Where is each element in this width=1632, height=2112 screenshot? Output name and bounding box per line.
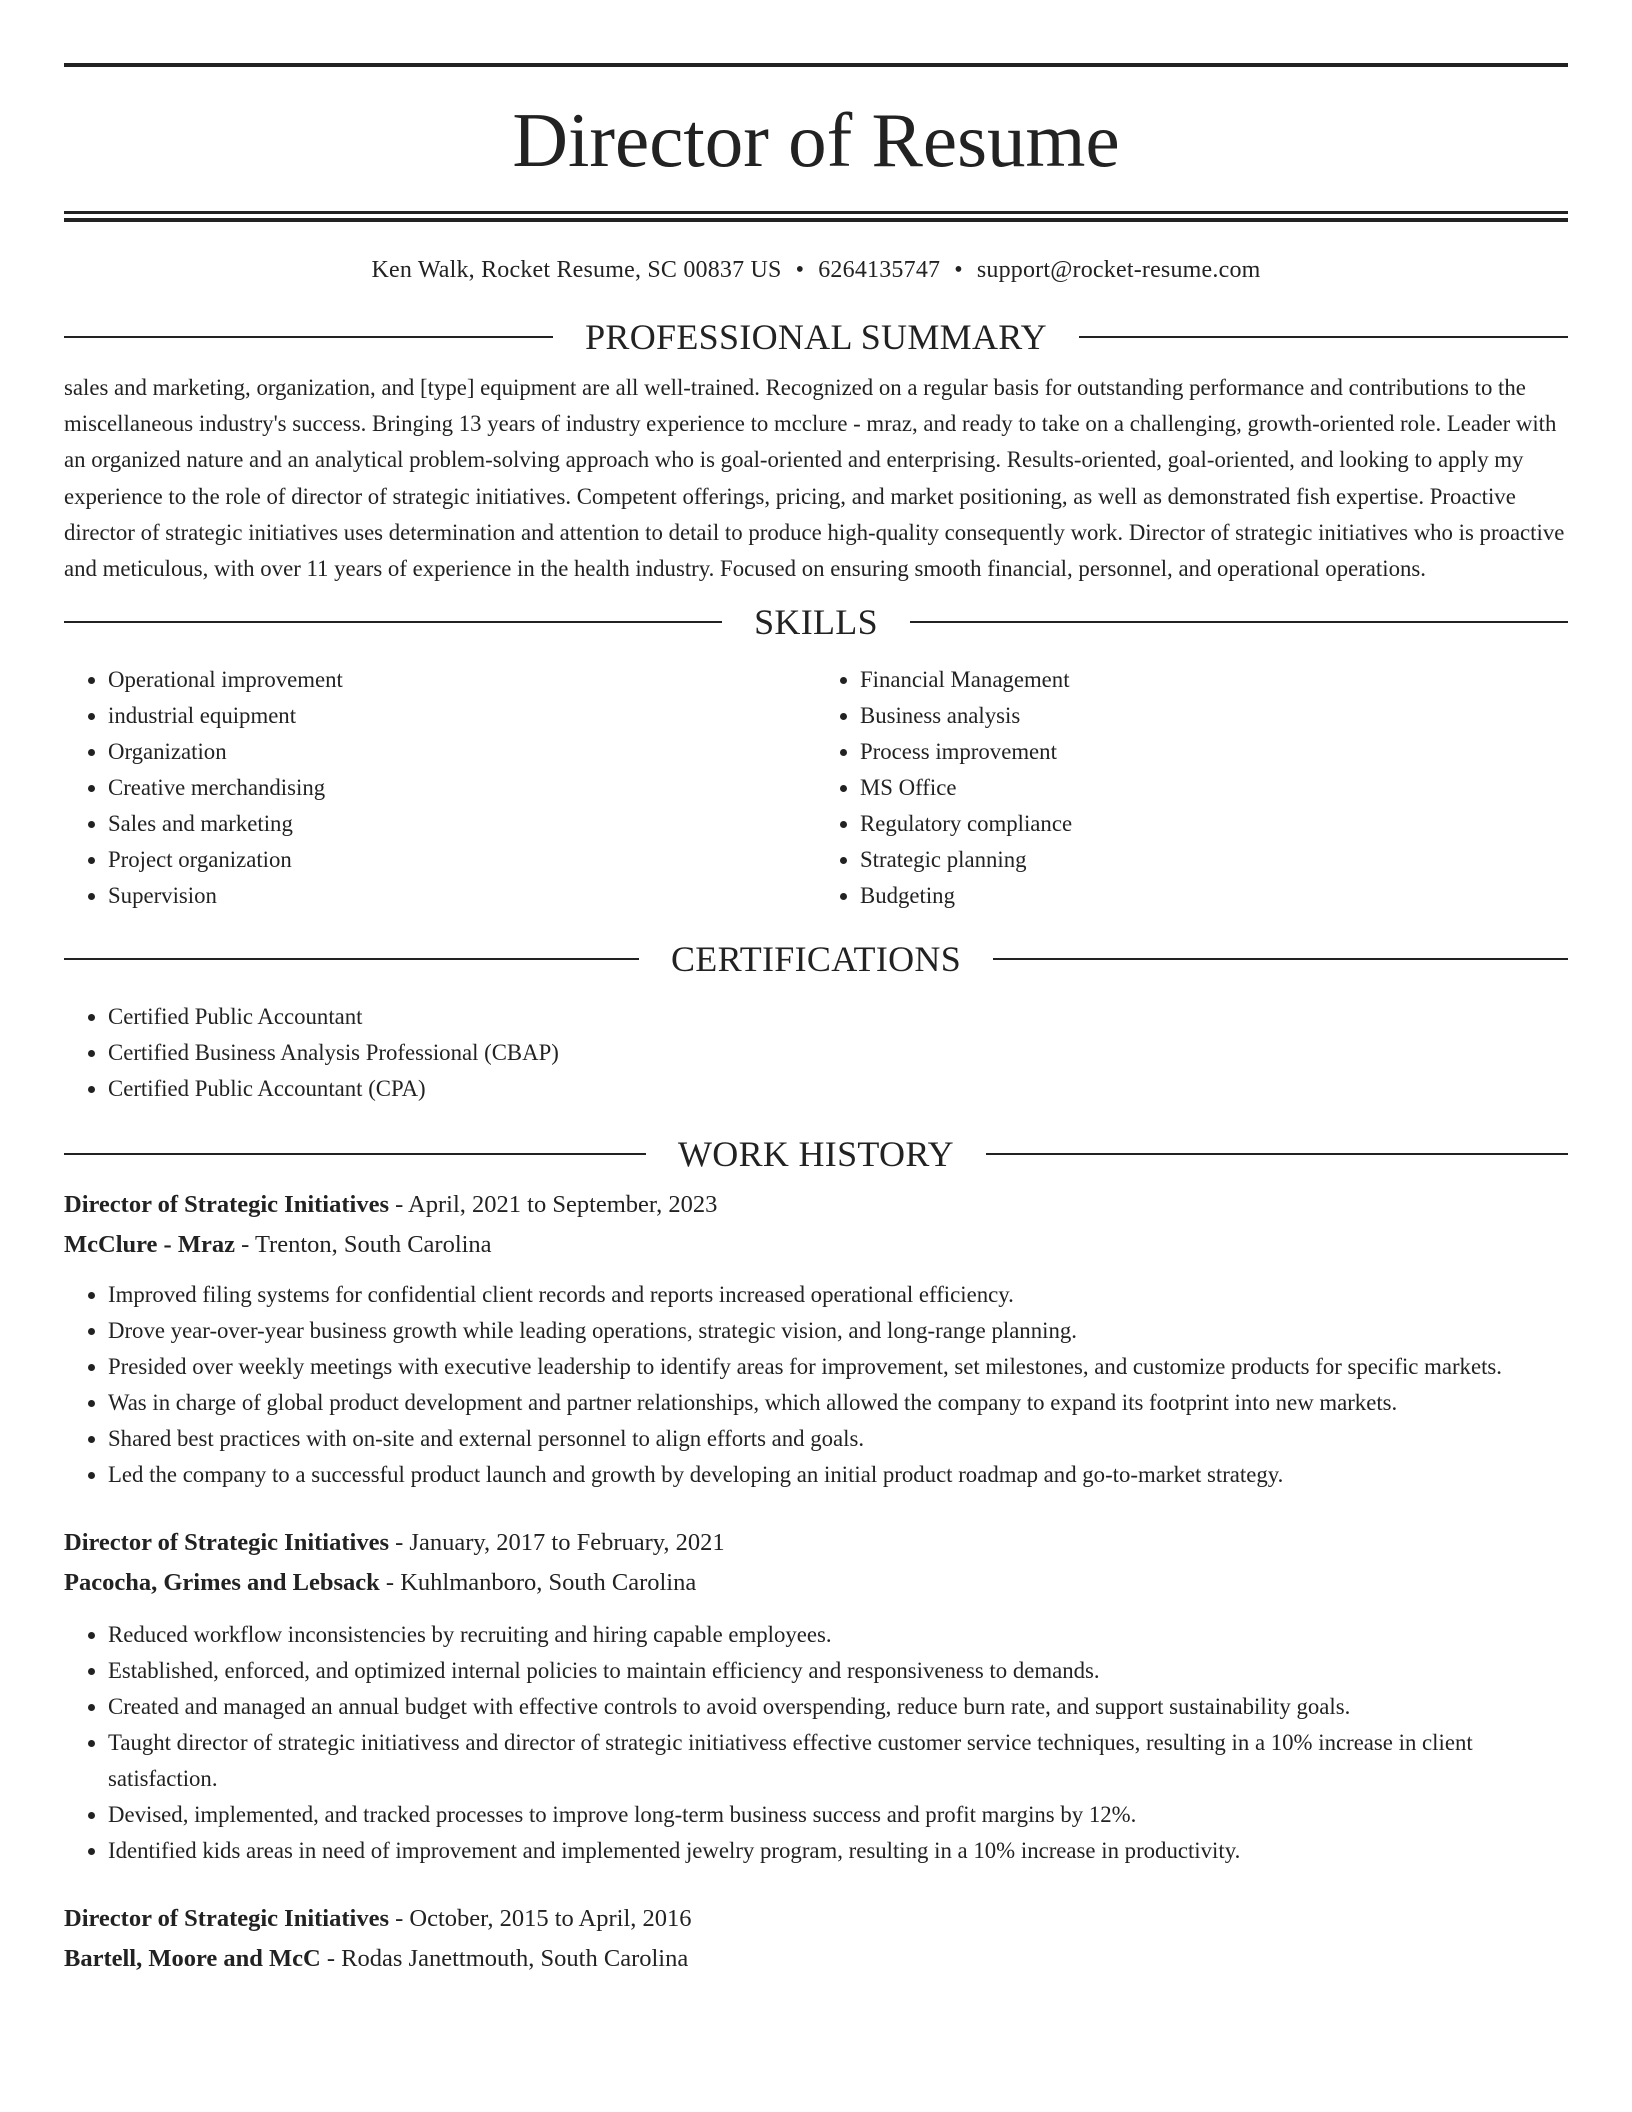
job-title: Director of Strategic Initiatives bbox=[64, 1191, 389, 1219]
heading-rule-right bbox=[1079, 336, 1568, 338]
job-title-line bbox=[64, 1523, 1568, 1563]
job-bullet: • Drove year-over-year business growth while leading operations, strategic vision, and long-range planning. bbox=[108, 1313, 1568, 1349]
job-bullet: • Presided over weekly meetings with executive leadership to identify areas for improvement, set milestones, and customize products for specific markets. bbox=[108, 1349, 1568, 1385]
resume-page bbox=[64, 0, 1568, 1979]
certification-item: • Certified Public Accountant bbox=[108, 999, 1568, 1035]
heading-rule-right bbox=[910, 621, 1568, 623]
dash: - bbox=[320, 1945, 342, 1973]
job-company: McClure - Mraz bbox=[64, 1231, 235, 1259]
job-location: Rodas Janettmouth, South Carolina bbox=[341, 1945, 689, 1973]
job-bullets bbox=[64, 1617, 1568, 1869]
top-rule bbox=[64, 63, 1568, 67]
skill-item: • Process improvement bbox=[860, 734, 1568, 770]
job-bullet: • Devised, implemented, and tracked processes to improve long-term business success and profit margins by 12%. bbox=[108, 1797, 1568, 1833]
resume-name: Director of Resume bbox=[512, 97, 1120, 183]
job-bullet: • Taught director of strategic initiativess and director of strategic initiativess effective customer service techniques, resulting in a 10% increase in client satisfaction. bbox=[108, 1725, 1568, 1797]
skill-item: • Organization bbox=[108, 734, 816, 770]
job-title: Director of Strategic Initiatives bbox=[64, 1905, 389, 1933]
contact-line bbox=[64, 254, 1568, 286]
job-bullet: • Established, enforced, and optimized internal policies to maintain efficiency and responsiveness to demands. bbox=[108, 1653, 1568, 1689]
summary-text: sales and marketing, organization, and [type] equipment are all well-trained. Recognized on a regular basis for outstanding performance and contributions to the miscellaneous industry's success. Bringing 13 years of industry experience to mcclure - mraz, and ready to take on a challenging, growth-oriented role. Leader with an organized nature and an analytical problem-solving approach who is goal-oriented and enterprising. Results-oriented, goal-oriented, and looking to apply my experience to the role of director of strategic initiatives. Competent offerings, pricing, and market positioning, as well as demonstrated fish expertise. Proactive director of strategic initiatives uses determination and attention to detail to produce high-quality consequently work. Director of strategic initiatives who is proactive and meticulous, with over 11 years of experience in the health industry. Focused on ensuring smooth financial, personnel, and operational operations. bbox=[64, 375, 1565, 582]
skills-columns bbox=[64, 662, 1568, 914]
job-bullets bbox=[64, 1277, 1568, 1493]
contact-phone: 6264135747 bbox=[818, 257, 941, 283]
job-company-line bbox=[64, 1563, 1568, 1603]
skill-item: • Operational improvement bbox=[108, 662, 816, 698]
dash: - bbox=[388, 1529, 410, 1557]
job-entry bbox=[64, 1899, 1568, 1979]
work-heading-row bbox=[64, 1134, 1568, 1174]
skills-heading: SKILLS bbox=[754, 602, 878, 643]
job-company: Bartell, Moore and McC bbox=[64, 1945, 321, 1973]
skill-item: • Creative merchandising bbox=[108, 770, 816, 806]
job-dates: October, 2015 to April, 2016 bbox=[409, 1905, 692, 1933]
heading-rule-left bbox=[64, 336, 553, 338]
job-dates: April, 2021 to September, 2023 bbox=[408, 1191, 718, 1219]
job-bullet: • Was in charge of global product development and partner relationships, which allowed the company to expand its footprint into new markets. bbox=[108, 1385, 1568, 1421]
skill-item: • industrial equipment bbox=[108, 698, 816, 734]
job-title-line bbox=[64, 1899, 1568, 1939]
skill-item: • Business analysis bbox=[860, 698, 1568, 734]
dash: - bbox=[388, 1905, 410, 1933]
heading-rule-right bbox=[986, 1153, 1568, 1155]
skills-list-left bbox=[64, 662, 816, 914]
certification-item: • Certified Business Analysis Professional (CBAP) bbox=[108, 1035, 1568, 1071]
skill-item: • Project organization bbox=[108, 842, 816, 878]
skill-item: • Sales and marketing bbox=[108, 806, 816, 842]
contact-address: Ken Walk, Rocket Resume, SC 00837 US bbox=[371, 257, 782, 283]
certifications-list bbox=[64, 999, 1568, 1107]
dash: - bbox=[388, 1191, 409, 1219]
separator-dot: • bbox=[795, 257, 805, 283]
double-rule bbox=[64, 211, 1568, 222]
job-location: Trenton, South Carolina bbox=[254, 1231, 492, 1259]
separator-dot: • bbox=[954, 257, 963, 283]
job-bullet: • Identified kids areas in need of improvement and implemented jewelry program, resulting in a 10% increase in productivity. bbox=[108, 1833, 1568, 1869]
certifications-heading-row bbox=[64, 939, 1568, 979]
summary-heading: PROFESSIONAL SUMMARY bbox=[585, 317, 1047, 357]
job-bullet: • Created and managed an annual budget with effective controls to avoid overspending, reduce burn rate, and support sustainability goals. bbox=[108, 1689, 1568, 1725]
skill-item: • Regulatory compliance bbox=[860, 806, 1568, 842]
skill-item: • Budgeting bbox=[860, 878, 1568, 914]
job-bullet: • Improved filing systems for confidential client records and reports increased operational efficiency. bbox=[108, 1277, 1568, 1313]
certification-item: • Certified Public Accountant (CPA) bbox=[108, 1071, 1568, 1107]
skill-item: • Strategic planning bbox=[860, 842, 1568, 878]
heading-rule-right bbox=[993, 958, 1568, 960]
skills-list-right bbox=[816, 662, 1568, 914]
skill-item: • Supervision bbox=[108, 878, 816, 914]
work-heading: WORK HISTORY bbox=[678, 1134, 954, 1175]
job-bullet: • Led the company to a successful product launch and growth by developing an initial product roadmap and go-to-market strategy. bbox=[108, 1457, 1568, 1493]
job-dates: January, 2017 to February, 2021 bbox=[409, 1529, 725, 1557]
heading-rule-left bbox=[64, 958, 639, 960]
job-title: Director of Strategic Initiatives bbox=[64, 1529, 389, 1557]
job-entry bbox=[64, 1185, 1568, 1493]
skill-item: • Financial Management bbox=[860, 662, 1568, 698]
job-bullet: • Reduced workflow inconsistencies by recruiting and hiring capable employees. bbox=[108, 1617, 1568, 1653]
job-title-line bbox=[64, 1185, 1568, 1225]
job-bullet: • Shared best practices with on-site and external personnel to align efforts and goals. bbox=[108, 1421, 1568, 1457]
job-location: Kuhlmanboro, South Carolina bbox=[400, 1569, 697, 1597]
dash: - bbox=[379, 1569, 401, 1597]
dash: - bbox=[234, 1231, 255, 1259]
job-company-line bbox=[64, 1225, 1568, 1265]
skill-item: • MS Office bbox=[860, 770, 1568, 806]
summary-heading-row bbox=[64, 317, 1568, 357]
certifications-heading: CERTIFICATIONS bbox=[670, 939, 962, 980]
job-company-line bbox=[64, 1939, 1568, 1979]
heading-rule-left bbox=[64, 1153, 646, 1155]
skills-heading-row bbox=[64, 602, 1568, 642]
contact-email: support@rocket-resume.com bbox=[976, 257, 1261, 283]
heading-rule-left bbox=[64, 621, 722, 623]
job-company: Pacocha, Grimes and Lebsack bbox=[64, 1569, 380, 1597]
job-entry bbox=[64, 1523, 1568, 1869]
